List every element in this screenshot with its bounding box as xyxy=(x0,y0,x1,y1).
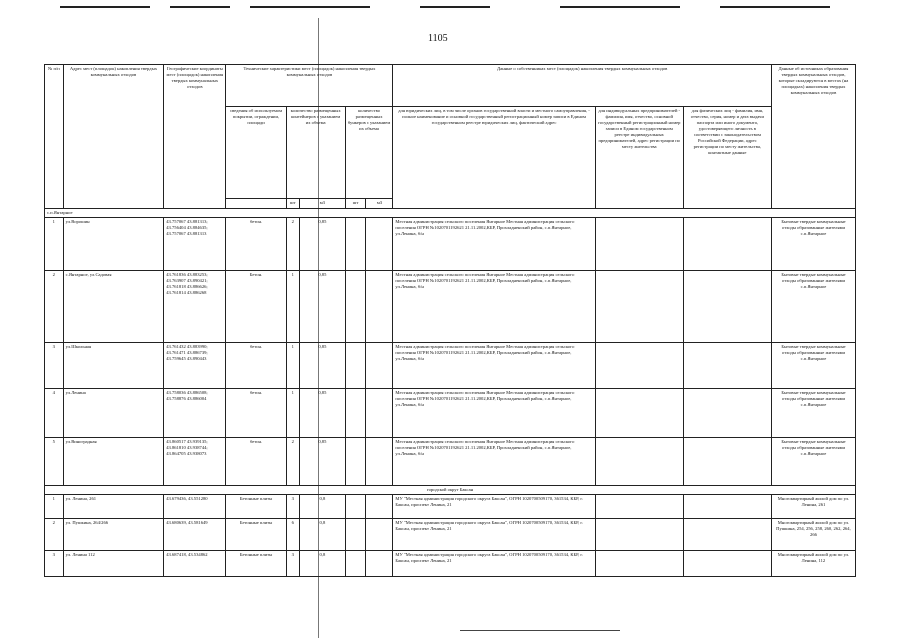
cell-owner-ip xyxy=(595,271,683,343)
cell-geo: 43.761836 43.883253; 43.763907 43.890421; 43.761818 43.886626; 43.761814 43.886268 xyxy=(164,271,226,343)
cell-bunker-count xyxy=(345,438,366,486)
header-owner-ip: для индивидуальных предпринимателей - фамилия, имя, отчество, основной государственный регистрационный номер записи в Едином государственном реестре индивидуальных предпринимателей, адрес регистрации по месту жительства xyxy=(595,107,683,209)
cell-owner-ip xyxy=(595,438,683,486)
cell-address: ул. Пушкина, 264/266 xyxy=(63,519,164,551)
cell-cover: бетон. xyxy=(226,343,286,389)
cell-owner-ip xyxy=(595,218,683,271)
cell-cover: Бетонные плиты xyxy=(226,495,286,519)
section-row xyxy=(45,486,856,495)
header-sources: Данные об источниках образования твердых коммунальных отходов, которые складируются в местах (на площадках) накопления твердых коммунальных отходов xyxy=(771,65,855,209)
cell-owner-legal: Местная администрация сельского поселения Янтарное Местная администрация сельского поселения ОГРН №1020701192621 21.11.2002,КБР, Прохладненский район, с.п.Янтарное, ул.Ленина, б/н xyxy=(393,343,595,389)
cell-sources: Многоквартирный жилой дом по ул. Ленина, 261 xyxy=(771,495,855,519)
cell-address: ул.Ленина xyxy=(63,389,164,438)
cell-owner-legal: МУ "Местная администрация городского округа Баксан", ОГРН 1020700509170, 361534, КБР, г. Баксан, проспект Ленина, 21 xyxy=(393,519,595,551)
cell-count: 1 xyxy=(286,271,299,343)
cell-bunker-volume xyxy=(366,438,393,486)
cell-owner-legal: Местная администрация сельского поселения Янтарное Местная администрация сельского поселения ОГРН №1020701192621 21.11.2002,КБР, Прохладненский район, с.п.Янтарное, ул.Ленина, б/н xyxy=(393,271,595,343)
header-units-blank xyxy=(226,199,286,209)
cell-volume: 0,8 xyxy=(300,495,346,519)
cell-geo: 43.679436, 43.551280 xyxy=(164,495,226,519)
cell-bunker-volume xyxy=(366,218,393,271)
cell-count: 2 xyxy=(286,218,299,271)
cell-owner-phys xyxy=(683,495,771,519)
header-owners: Данные о собственниках мест (площадок) накопления твердых коммунальных отходов xyxy=(393,65,772,107)
section-title: городской округ Баксан xyxy=(45,486,856,495)
cell-count: 1 xyxy=(286,389,299,438)
cell-volume: 0,8 xyxy=(300,551,346,577)
header-row-1 xyxy=(45,65,856,107)
cell-cover: Бетонные плиты xyxy=(226,551,286,577)
cell-bunker-volume xyxy=(366,519,393,551)
cell-sources: Бытовые твердые коммунальные отходы образованные жителями с.п.Янтарное xyxy=(771,218,855,271)
cell-bunker-volume xyxy=(366,389,393,438)
scan-artifact-line xyxy=(250,6,370,8)
scan-artifact-line xyxy=(170,6,230,8)
cell-geo: 43.757067 43.881313; 43.756404 43.884635; 43.757067 43.881313 xyxy=(164,218,226,271)
header-num: № п/п xyxy=(45,65,64,209)
table-row xyxy=(45,271,856,343)
cell-num: 3 xyxy=(45,551,64,577)
cell-num: 3 xyxy=(45,343,64,389)
cell-owner-phys xyxy=(683,438,771,486)
cell-address: ул.Ворошин xyxy=(63,218,164,271)
table-row xyxy=(45,389,856,438)
cell-address: ул. Ленина 112 xyxy=(63,551,164,577)
table-row xyxy=(45,495,856,519)
cell-geo: 43.860517 43.939135; 43.861810 43.938744; 43.864705 43.938073 xyxy=(164,438,226,486)
header-unit-pcs: шт xyxy=(345,199,366,209)
cell-volume: 0,85 xyxy=(300,271,346,343)
scan-artifact-line xyxy=(560,6,680,8)
cell-owner-phys xyxy=(683,519,771,551)
cell-owner-phys xyxy=(683,389,771,438)
cell-owner-legal: Местная администрация сельского поселения Янтарное Местная администрация сельского поселения ОГРН №1020701192621 21.11.2002,КБР, Прохладненский район, с.п.Янтарное, ул.Ленина, б/н xyxy=(393,438,595,486)
cell-sources: Бытовые твердые коммунальные отходы образованные жителями с.п.Янтарное xyxy=(771,389,855,438)
cell-owner-ip xyxy=(595,389,683,438)
cell-num: 1 xyxy=(45,495,64,519)
cell-count: 6 xyxy=(286,519,299,551)
scan-artifact-line xyxy=(420,6,490,8)
cell-owner-ip xyxy=(595,519,683,551)
cell-cover: Бетон. xyxy=(226,271,286,343)
table-row xyxy=(45,519,856,551)
cell-volume: 0,8 xyxy=(300,519,346,551)
header-unit-pcs: шт xyxy=(286,199,299,209)
cell-bunker-count xyxy=(345,551,366,577)
cell-num: 2 xyxy=(45,519,64,551)
waste-site-register-table xyxy=(44,64,856,577)
cell-count: 1 xyxy=(286,343,299,389)
cell-volume: 0,85 xyxy=(300,389,346,438)
cell-cover: бетон. xyxy=(226,389,286,438)
table-row xyxy=(45,438,856,486)
header-tech-count: количество размещенных контейнеров с указанием их объема xyxy=(286,107,345,199)
cell-owner-legal: МУ "Местная администрация городского округа Баксан", ОГРН 1020700509170, 361534, КБР, г. Баксан, проспект Ленина, 21 xyxy=(393,495,595,519)
cell-geo: 43.680639, 43.581649 xyxy=(164,519,226,551)
cell-address: с.Янтарное, ул.Садовая xyxy=(63,271,164,343)
cell-num: 4 xyxy=(45,389,64,438)
cell-bunker-count xyxy=(345,495,366,519)
header-owner-phys: для физических лиц - фамилия, имя, отчество, серия, номер и дата выдачи паспорта или иного документа, удостоверяющего личность в соответствии с законодательством Российской Федерации, адрес регистрации по месту жительства, контактные данные xyxy=(683,107,771,209)
cell-bunker-volume xyxy=(366,495,393,519)
cell-owner-phys xyxy=(683,218,771,271)
section-title: с.п.Янтарное xyxy=(45,209,856,218)
scan-artifact-line xyxy=(60,6,150,8)
cell-geo: 43.758036 43.886508; 43.758876 43.886004 xyxy=(164,389,226,438)
cell-owner-legal: Местная администрация сельского поселения Янтарное Местная администрация сельского поселения ОГРН №1020701192621 21.11.2002,КБР, Прохладненский район, с.п.Янтарное, ул.Ленина, б/н xyxy=(393,389,595,438)
cell-owner-legal: МУ "Местная администрация городского округа Баксан", ОГРН 1020700509170, 361534, КБР, г. Баксан, проспект Ленина, 21 xyxy=(393,551,595,577)
cell-count: 3 xyxy=(286,551,299,577)
header-tech-cover: сведения об используемом покрытии, ограждении, площади xyxy=(226,107,286,199)
cell-owner-ip xyxy=(595,343,683,389)
cell-address: ул. Ленина, 261 xyxy=(63,495,164,519)
cell-sources: Многоквартирный жилой дом по ул. Ленина, 112 xyxy=(771,551,855,577)
scan-artifact-line xyxy=(720,6,830,8)
table-row xyxy=(45,343,856,389)
cell-count: 3 xyxy=(286,495,299,519)
table-row xyxy=(45,218,856,271)
cell-geo: 43.687418, 43.534862 xyxy=(164,551,226,577)
header-owner-legal: для юридических лиц, в том числе органов государственной власти и местного самоуправления, - полное наименование и основной государственный регистрационный номер записи в Едином государственном реестре юридических лиц, фактический адрес xyxy=(393,107,595,209)
cell-bunker-count xyxy=(345,389,366,438)
cell-owner-phys xyxy=(683,271,771,343)
cell-bunker-volume xyxy=(366,271,393,343)
cell-bunker-count xyxy=(345,218,366,271)
cell-address: ул.Школьная xyxy=(63,343,164,389)
cell-num: 2 xyxy=(45,271,64,343)
cell-owner-legal: Местная администрация сельского поселения Янтарное Местная администрация сельского поселения ОГРН №1020701192621 21.11.2002,КБР, Прохладненский район, с.п.Янтарное, ул.Ленина, б/н xyxy=(393,218,595,271)
cell-owner-phys xyxy=(683,551,771,577)
cell-geo: 43.761432 43.883990; 43.761471 43.886739; 43.759645 43.890443 xyxy=(164,343,226,389)
header-tech-bunker: количество размещенных бункеров с указанием их объема xyxy=(345,107,393,199)
cell-sources: Бытовые твердые коммунальные отходы образованные жителями с.п.Янтарное xyxy=(771,438,855,486)
cell-bunker-count xyxy=(345,519,366,551)
cell-owner-ip xyxy=(595,495,683,519)
header-unit-m3: м3 xyxy=(366,199,393,209)
scan-artifact-line xyxy=(460,630,620,631)
section-row xyxy=(45,209,856,218)
cell-sources: Бытовые твердые коммунальные отходы образованные жителями с.п.Янтарное xyxy=(771,271,855,343)
cell-bunker-count xyxy=(345,343,366,389)
cell-bunker-volume xyxy=(366,343,393,389)
header-tech: Технические характеристики мест (площадок) накопления твердых коммунальных отходов xyxy=(226,65,393,107)
page-number: 1105 xyxy=(428,33,448,44)
table-row xyxy=(45,551,856,577)
cell-volume: 0,85 xyxy=(300,438,346,486)
cell-owner-phys xyxy=(683,343,771,389)
cell-bunker-volume xyxy=(366,551,393,577)
cell-cover: Бетонные плиты xyxy=(226,519,286,551)
cell-count: 2 xyxy=(286,438,299,486)
cell-volume: 0,85 xyxy=(300,218,346,271)
header-unit-m3: м3 xyxy=(300,199,346,209)
cell-address: ул.Виноградная xyxy=(63,438,164,486)
cell-cover: бетон. xyxy=(226,218,286,271)
cell-volume: 0,85 xyxy=(300,343,346,389)
header-address: Адрес мест (площадок) накопления твердых коммунальных отходов xyxy=(63,65,164,209)
cell-bunker-count xyxy=(345,271,366,343)
cell-sources: Бытовые твердые коммунальные отходы образованные жителями с.п.Янтарное xyxy=(771,343,855,389)
cell-cover: бетон. xyxy=(226,438,286,486)
cell-owner-ip xyxy=(595,551,683,577)
header-geo: Географические координаты мест (площадок) накопления твердых коммунальных отходов xyxy=(164,65,226,209)
cell-num: 1 xyxy=(45,218,64,271)
cell-num: 5 xyxy=(45,438,64,486)
cell-sources: Многоквартирный жилой дом по ул. Пушкина, 254, 256, 258, 260, 262, 264, 266 xyxy=(771,519,855,551)
